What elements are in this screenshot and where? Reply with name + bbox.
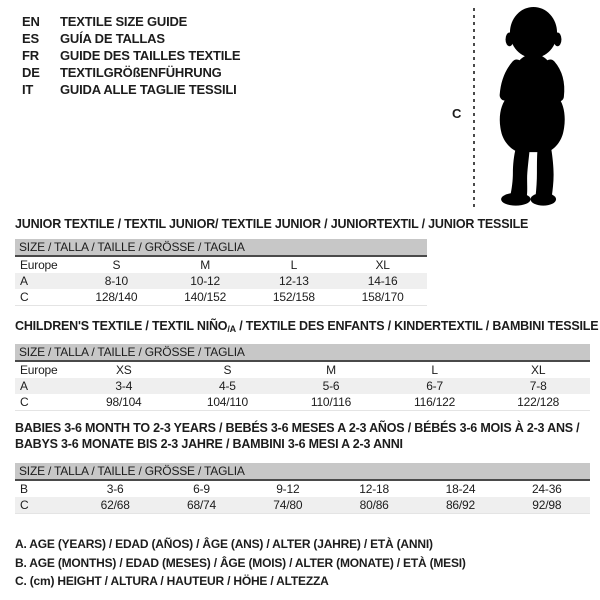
language-code: IT	[22, 82, 34, 97]
cell-value: L	[290, 258, 298, 272]
cell-value: 18-24	[445, 482, 476, 496]
table-row	[15, 289, 427, 306]
cell-value: 6-9	[193, 482, 210, 496]
row-label: A	[20, 274, 28, 288]
junior-size-table	[15, 239, 427, 306]
cell-value: S	[223, 363, 232, 377]
size-header-bar: SIZE / TALLA / TAILLE / GRÖSSE / TAGLIA	[15, 344, 590, 362]
row-label: C	[20, 290, 29, 304]
cell-value: 7-8	[529, 379, 547, 393]
footnote-height-cm: C. (cm) HEIGHT / ALTURA / HAUTEUR / HÖHE / ALTEZZA	[15, 574, 329, 588]
cell-value: XS	[115, 363, 132, 377]
cell-value: 116/122	[414, 395, 456, 409]
row-label: C	[20, 498, 29, 512]
cell-value: 158/170	[361, 290, 404, 304]
cell-value: 92/98	[532, 498, 562, 512]
language-code: DE	[22, 65, 40, 80]
language-code: FR	[22, 48, 39, 63]
children-title-text: CHILDREN'S TEXTILE / TEXTIL NIÑO	[15, 319, 228, 333]
junior-table-title: JUNIOR TEXTILE / TEXTIL JUNIOR/ TEXTILE JUNIOR / JUNIORTEXTIL / JUNIOR TESSILE	[15, 217, 529, 231]
cell-value: 68/74	[186, 498, 216, 512]
cell-value: 14-16	[367, 274, 398, 288]
language-code: EN	[22, 14, 40, 29]
language-row	[22, 47, 240, 64]
cell-value: XL	[375, 258, 390, 272]
table-row	[15, 257, 427, 273]
cell-value: 128/140	[95, 290, 138, 304]
table-row	[15, 481, 590, 497]
language-row	[22, 30, 240, 47]
cell-value: 152/158	[272, 290, 315, 304]
cell-value: 24-36	[531, 482, 562, 496]
babies-table-title	[15, 420, 579, 452]
row-label: C	[20, 395, 29, 409]
language-row	[22, 81, 240, 98]
size-header-bar: SIZE / TALLA / TAILLE / GRÖSSE / TAGLIA	[15, 463, 590, 481]
table-row	[15, 273, 427, 289]
cell-value: 98/104	[106, 395, 142, 409]
cell-value: 6-7	[426, 379, 443, 393]
row-label: A	[20, 379, 28, 393]
height-measure-label: C	[452, 106, 462, 121]
cell-value: 8-10	[104, 274, 128, 288]
language-row	[22, 64, 240, 81]
cell-value: 62/68	[100, 498, 130, 512]
row-label: Europe	[20, 258, 58, 272]
cell-value: M	[200, 258, 211, 272]
cell-value: 110/116	[310, 395, 352, 409]
table-row	[15, 378, 590, 394]
cell-value: 9-12	[276, 482, 300, 496]
cell-value: 4-5	[219, 379, 236, 393]
toddler-silhouette-icon	[486, 6, 580, 212]
cell-value: 80/86	[359, 498, 389, 512]
cell-value: 3-4	[115, 379, 133, 393]
table-row	[15, 362, 590, 378]
cell-value: M	[326, 363, 336, 377]
language-row	[22, 13, 240, 30]
children-title-text: / TEXTILE DES ENFANTS / KINDERTEXTIL / BAMBINI TESSILE	[235, 319, 599, 333]
table-row	[15, 497, 590, 514]
babies-title-line1: BABIES 3-6 MONTH TO 2-3 YEARS / BEBÉS 3-6 MESES A 2-3 AÑOS / BÉBÉS 3-6 MOIS À 2-3 ANS /	[15, 421, 580, 435]
cell-value: 12-18	[359, 482, 389, 496]
babies-size-table	[15, 463, 590, 514]
cell-value: L	[431, 363, 438, 377]
height-dashed-line	[473, 8, 475, 208]
cell-value: 5-6	[322, 379, 340, 393]
cell-value: 74/80	[273, 498, 303, 512]
language-title: TEXTILGRÖßENFÜHRUNG	[60, 65, 222, 80]
cell-value: 122/128	[517, 395, 560, 409]
footnote-age-months: B. AGE (MONTHS) / EDAD (MESES) / ÂGE (MOIS) / ALTER (MONATE) / ETÀ (MESI)	[15, 555, 466, 570]
row-label: Europe	[20, 363, 58, 377]
language-title: GUIDE DES TAILLES TEXTILE	[60, 48, 241, 63]
footnote-age-years: A. AGE (YEARS) / EDAD (AÑOS) / ÂGE (ANS) / ALTER (JAHRE) / ETÀ (ANNI)	[15, 537, 433, 551]
cell-value: 104/110	[206, 395, 248, 409]
cell-value: 140/152	[184, 290, 227, 304]
row-label: B	[20, 482, 28, 496]
children-size-table	[15, 344, 590, 411]
cell-value: 10-12	[190, 274, 220, 288]
cell-value: 3-6	[106, 482, 124, 496]
language-code: ES	[22, 31, 39, 46]
size-header-bar: SIZE / TALLA / TAILLE / GRÖSSE / TAGLIA	[15, 239, 427, 257]
table-row	[15, 394, 590, 411]
cell-value: 12-13	[279, 274, 309, 288]
cell-value: 86/92	[445, 498, 475, 512]
babies-title-line2: BABYS 3-6 MONATE BIS 2-3 JAHRE / BAMBINI 3-6 MESI A 2-3 ANNI	[15, 437, 403, 451]
language-title: TEXTILE SIZE GUIDE	[60, 14, 188, 29]
language-list	[22, 13, 240, 98]
footnotes	[15, 535, 466, 591]
language-title: GUÍA DE TALLAS	[60, 31, 165, 46]
cell-value: XL	[531, 363, 546, 377]
children-title-subscript: /A	[227, 324, 236, 334]
language-title: GUIDA ALLE TAGLIE TESSILI	[60, 82, 237, 97]
cell-value: S	[112, 258, 121, 272]
children-table-title	[15, 318, 598, 337]
